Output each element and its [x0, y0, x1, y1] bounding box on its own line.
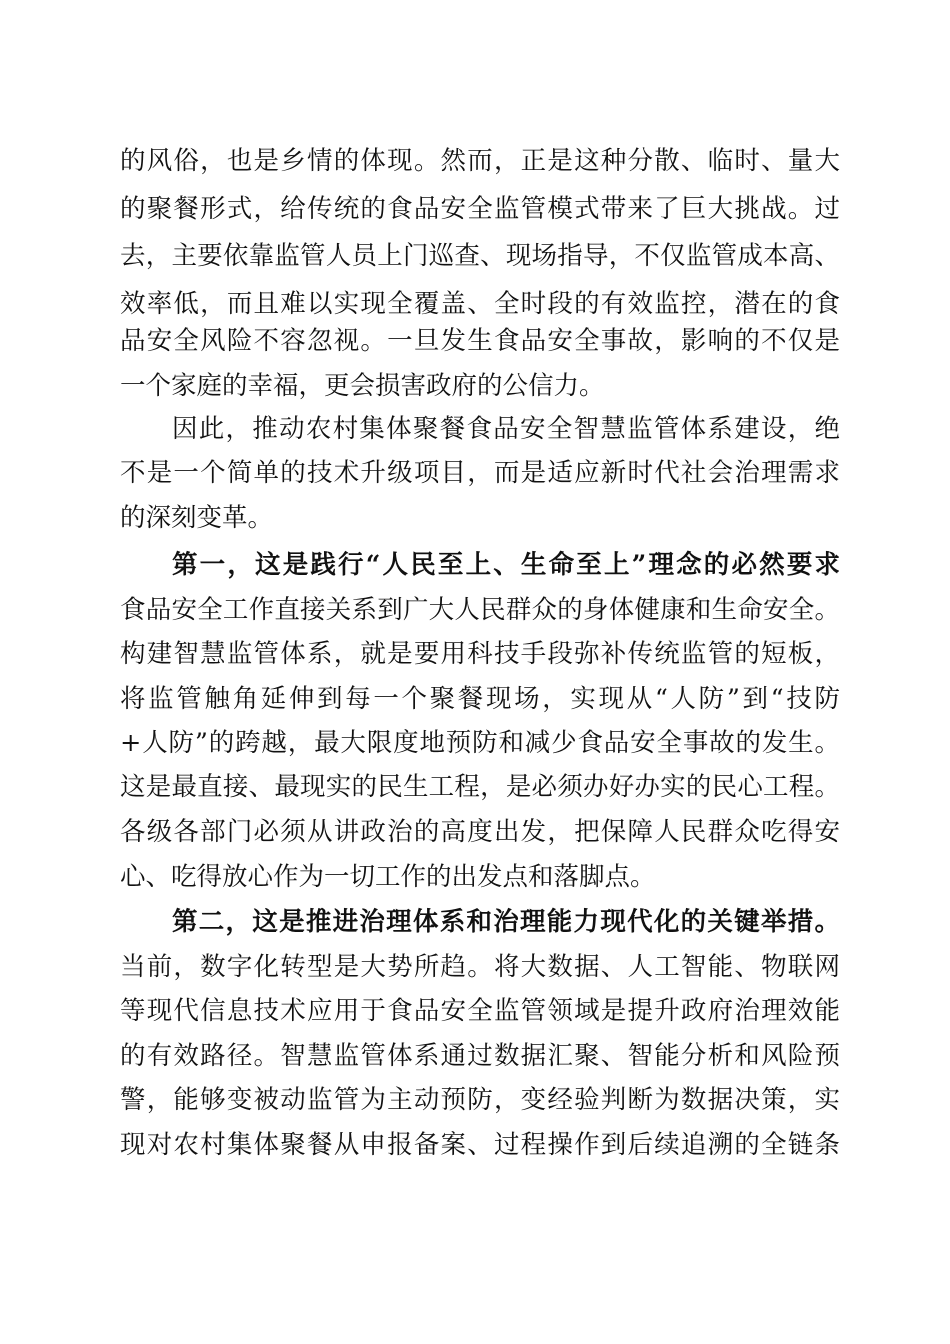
- text-line: 构建智慧监管体系，就是要用科技手段弥补传统监管的短板，: [120, 639, 840, 669]
- text-line: 品安全风险不容忽视。一旦发生食品安全事故，影响的不仅是: [120, 326, 840, 356]
- text-line: 将监管触角延伸到每一个聚餐现场，实现从“人防”到“技防: [120, 684, 840, 714]
- text-line: 等现代信息技术应用于食品安全监管领域是提升政府治理效能: [120, 996, 840, 1026]
- text-line: 的深刻变革。: [120, 503, 274, 533]
- section-heading-second: 第二，这是推进治理体系和治理能力现代化的关键举措。: [172, 907, 840, 937]
- text-line: 的聚餐形式，给传统的食品安全监管模式带来了巨大挑战。过: [120, 194, 840, 224]
- text-line: 警，能够变被动监管为主动预防，变经验判断为数据决策，实: [120, 1085, 840, 1115]
- paragraph-first-line: 因此，推动农村集体聚餐食品安全智慧监管体系建设，绝: [172, 414, 840, 444]
- text-line: 一个家庭的幸福，更会损害政府的公信力。: [120, 371, 605, 401]
- text-line: 这是最直接、最现实的民生工程，是必须办好办实的民心工程。: [120, 772, 840, 802]
- text-line: 食品安全工作直接关系到广大人民群众的身体健康和生命安全。: [120, 595, 840, 625]
- text-line: 各级各部门必须从讲政治的高度出发，把保障人民群众吃得安: [120, 817, 840, 847]
- text-line: 去，主要依靠监管人员上门巡查、现场指导，不仅监管成本高、: [120, 241, 840, 271]
- text-line: 效率低，而且难以实现全覆盖、全时段的有效监控，潜在的食: [120, 289, 840, 319]
- text-line: +人防”的跨越，最大限度地预防和减少食品安全事故的发生。: [120, 728, 840, 758]
- text-line: 当前，数字化转型是大势所趋。将大数据、人工智能、物联网: [120, 952, 840, 982]
- text-line: 现对农村集体聚餐从申报备案、过程操作到后续追溯的全链条: [120, 1130, 840, 1160]
- text-line: 的风俗，也是乡情的体现。然而，正是这种分散、临时、量大: [120, 146, 840, 176]
- text-line: 不是一个简单的技术升级项目，而是适应新时代社会治理需求: [120, 458, 840, 488]
- section-heading-first: 第一，这是践行“人民至上、生命至上”理念的必然要求: [172, 550, 840, 580]
- text-line: 心、吃得放心作为一切工作的出发点和落脚点。: [120, 862, 656, 892]
- text-line: 的有效路径。智慧监管体系通过数据汇聚、智能分析和风险预: [120, 1041, 840, 1071]
